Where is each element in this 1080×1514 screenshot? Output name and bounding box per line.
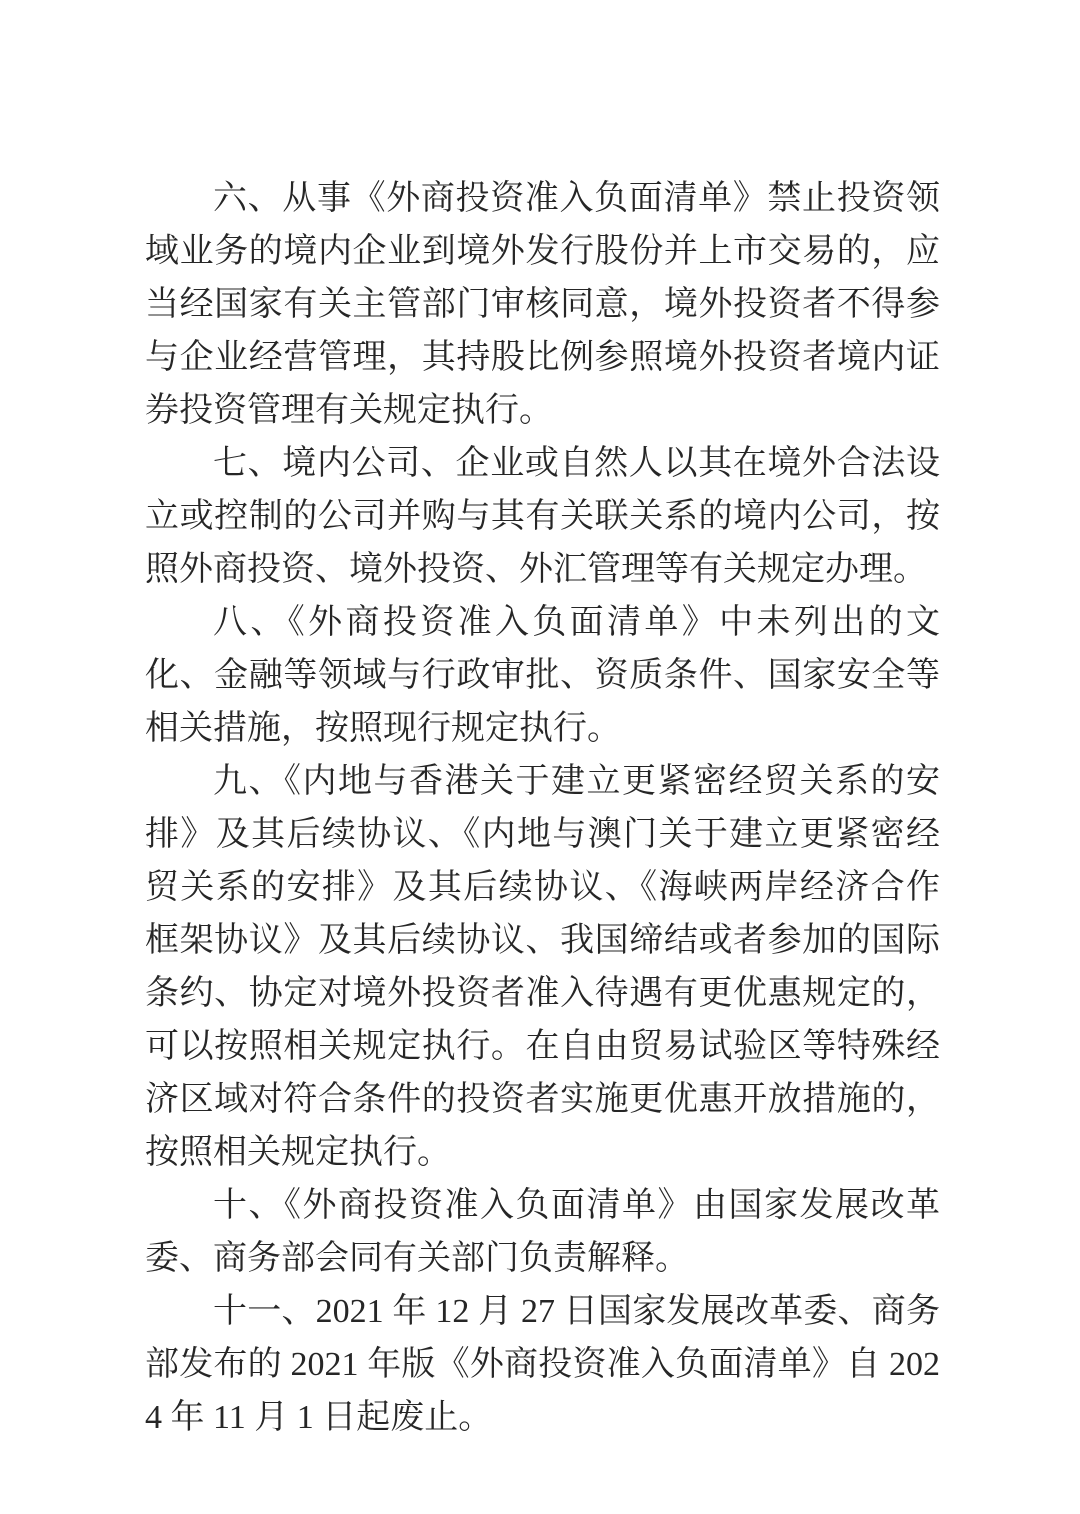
- paragraph-8: 八、《外商投资准入负面清单》中未列出的文化、金融等领域与行政审批、资质条件、国家安全等相关措施，按照现行规定执行。: [145, 604, 940, 747]
- paragraph-11: 十一、2021 年 12 月 27 日国家发展改革委、商务部发布的 2021 年版《外商投资准入负面清单》自 2024 年 11 月 1 日起废止。: [145, 1293, 940, 1436]
- paragraph-10: 十、《外商投资准入负面清单》由国家发展改革委、商务部会同有关部门负责解释。: [145, 1187, 940, 1277]
- document-body: [145, 172, 940, 1444]
- paragraph-7: 七、境内公司、企业或自然人以其在境外合法设立或控制的公司并购与其有关联关系的境内公司，按照外商投资、境外投资、外汇管理等有关规定办理。: [145, 445, 940, 588]
- paragraph-9: 九、《内地与香港关于建立更紧密经贸关系的安排》及其后续协议、《内地与澳门关于建立更紧密经贸关系的安排》及其后续协议、《海峡两岸经济合作框架协议》及其后续协议、我国缔结或者参加的国际条约、协定对境外投资者准入待遇有更优惠规定的，可以按照相关规定执行。在自由贸易试验区等特殊经济区域对符合条件的投资者实施更优惠开放措施的，按照相关规定执行。: [145, 763, 940, 1171]
- paragraph-6: 六、从事《外商投资准入负面清单》禁止投资领域业务的境内企业到境外发行股份并上市交易的，应当经国家有关主管部门审核同意，境外投资者不得参与企业经营管理，其持股比例参照境外投资者境内证券投资管理有关规定执行。: [145, 180, 940, 429]
